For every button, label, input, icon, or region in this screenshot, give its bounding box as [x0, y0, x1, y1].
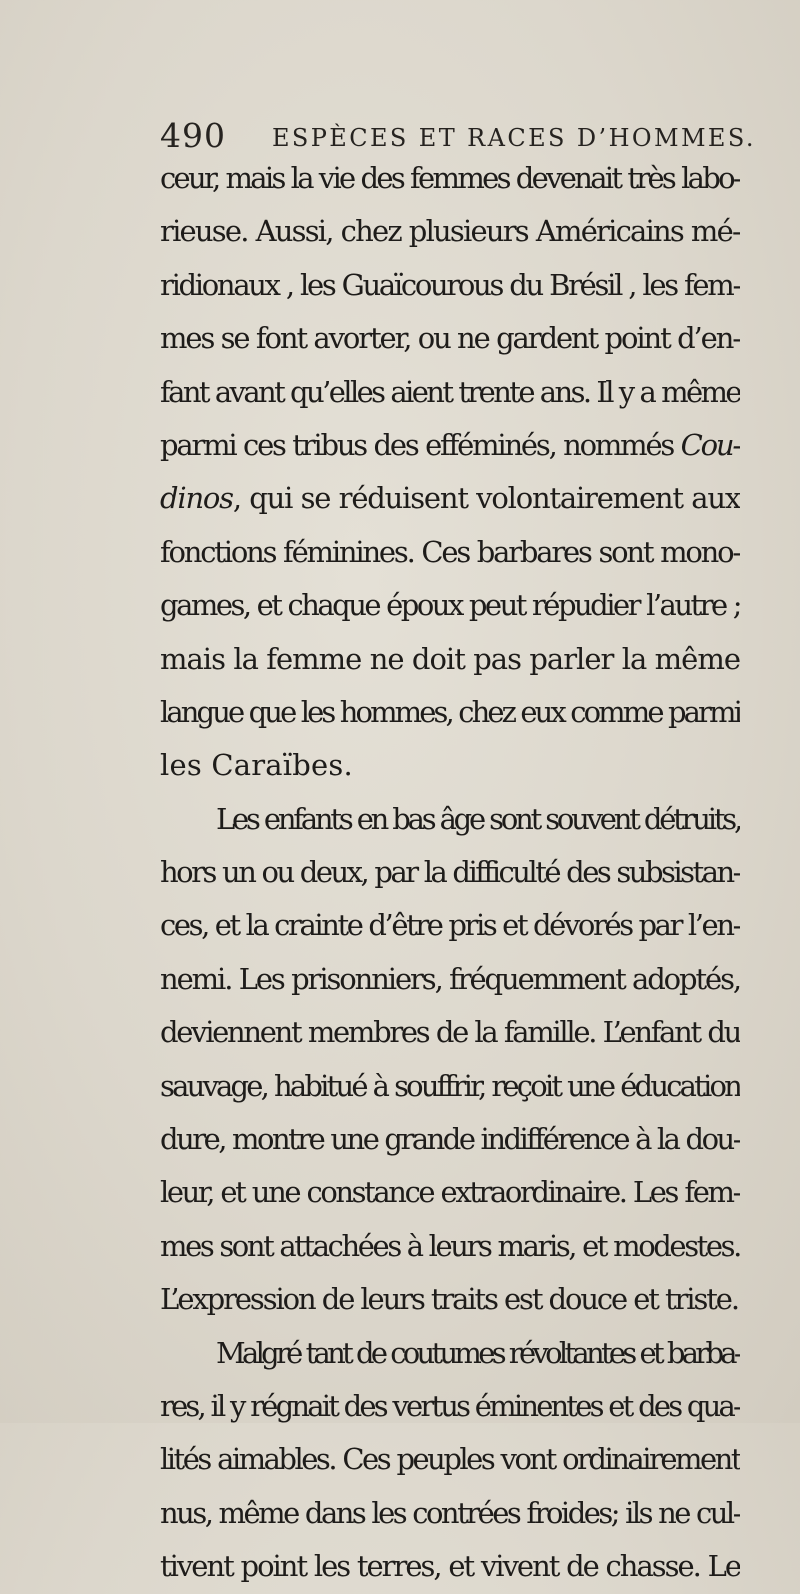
running-title: ESPÈCES ET RACES D’HOMMES. [272, 124, 756, 152]
text-line: langue que les hommes, chez eux comme parmi [160, 694, 740, 729]
text-line: rieuse. Aussi, chez plusieurs Américains mé- [160, 214, 740, 249]
text-line: leur, et une constance extraordinaire. Les fem- [160, 1175, 740, 1210]
text-line: mais la femme ne doit pas parler la même [160, 641, 740, 676]
text-line: hors un ou deux, par la difficulté des subsistan- [160, 855, 740, 890]
text-line: res, il y régnait des vertus éminentes et des qua- [160, 1388, 740, 1423]
text-line: fant avant qu’elles aient trente ans. Il y a même [160, 374, 740, 409]
italic-term: dinos [160, 481, 233, 516]
text-line: ridionaux , les Guaïcourous du Brésil , les fem- [160, 267, 740, 302]
text-line: fonctions féminines. Ces barbares sont mono- [160, 534, 740, 569]
text-line: mes se font avorter, ou ne gardent point d’en- [160, 321, 740, 356]
paragraph-first-line: Les enfants en bas âge sont souvent détruits, [216, 801, 740, 836]
paragraph-last-line: L’expression de leurs traits est douce et triste. [160, 1282, 738, 1317]
text-line: games, et chaque époux peut répudier l’autre ; [160, 588, 740, 623]
text-line: ceur, mais la vie des femmes devenait très labo- [160, 161, 740, 195]
text-line: tivent point les terres, et vivent de chasse. Le [160, 1549, 740, 1584]
italic-term: Cou- [680, 427, 740, 462]
text-line: sauvage, habitué à souffrir, reçoit une éducation [160, 1068, 740, 1103]
paragraph-first-line: Malgré tant de coutumes révoltantes et barba- [216, 1335, 740, 1370]
text-line: parmi ces tribus des efféminés, nommés Cou- [160, 427, 740, 462]
page-number: 490 [160, 116, 226, 155]
text-line: mes sont attachées à leurs maris, et modestes. [160, 1228, 740, 1263]
text-line: nus, même dans les contrées froides; ils ne cul- [160, 1495, 740, 1530]
text-line: dure, montre une grande indifférence à la dou- [160, 1122, 740, 1157]
text-line: deviennent membres de la famille. L’enfant du [160, 1015, 740, 1050]
paragraph-last-line: les Caraïbes. [160, 748, 353, 783]
text-line: dinos, qui se réduisent volontairement aux [160, 481, 740, 516]
body-text [160, 152, 740, 1594]
text-line: ces, et la crainte d’être pris et dévorés par l’en- [160, 908, 740, 943]
text-line: nemi. Les prisonniers, fréquemment adoptés, [160, 961, 740, 996]
text-line: lités aimables. Ces peuples vont ordinairement [160, 1442, 740, 1477]
